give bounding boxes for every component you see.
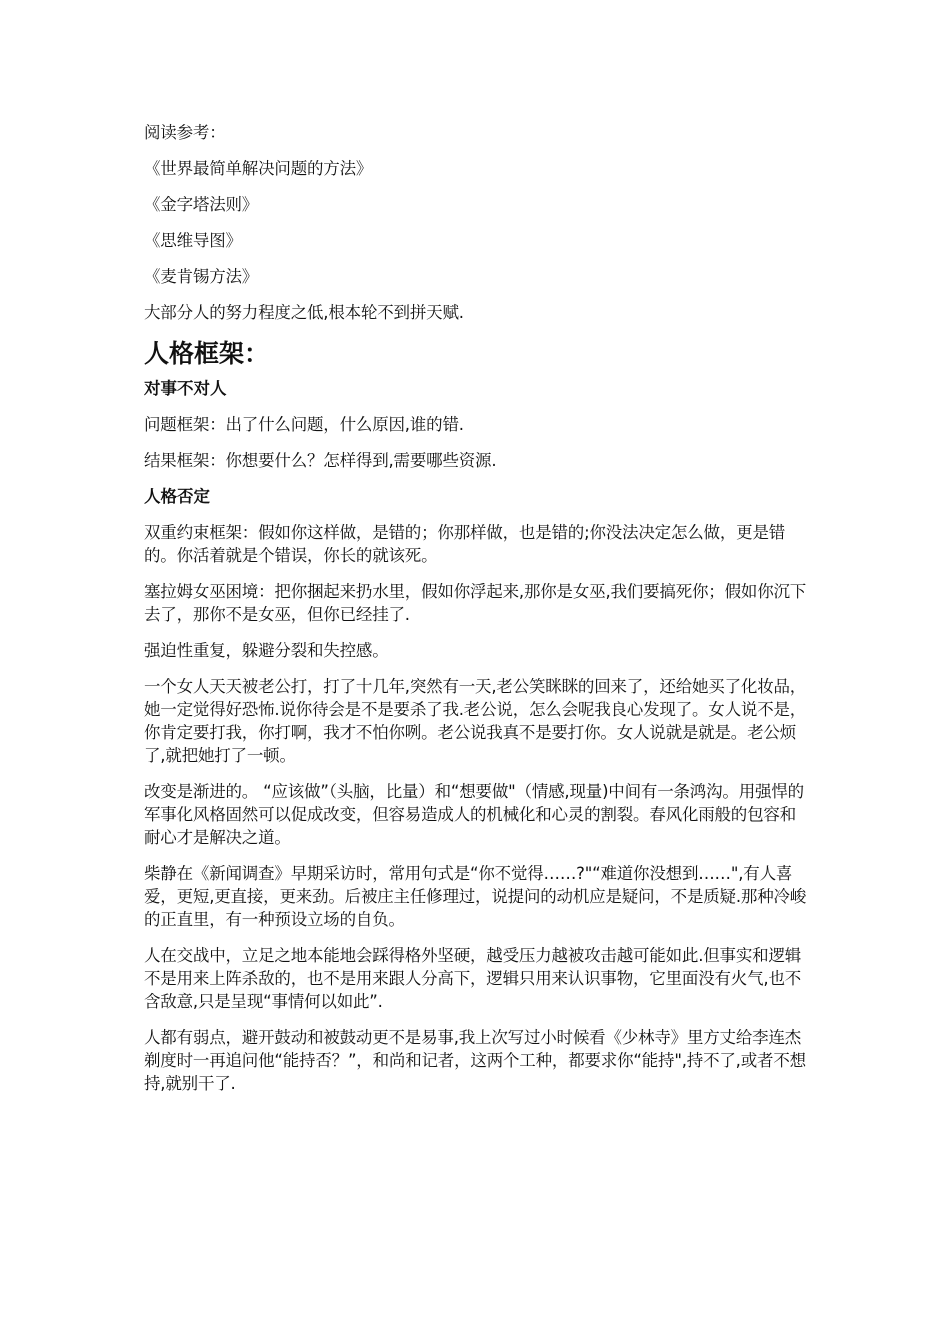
weakness-paragraph: 人都有弱点，避开鼓动和被鼓动更不是易事,我上次写过小时候看《少林寺》里方丈给李连杰剃度时一再追问他“能持否？”，和尚和记者，这两个工种，都要求你“能持",持不了,或者不想持,就别干了.	[144, 1028, 806, 1093]
combat-logic-paragraph: 人在交战中，立足之地本能地会踩得格外坚硬，越受压力越被攻击越可能如此.但事实和逻辑不是用来上阵杀敌的，也不是用来跟人分高下，逻辑只用来认识事物，它里面没有火气,也不含敌意,只是呈现“事情何以如此”.	[144, 946, 802, 1011]
result-frame-paragraph: 结果框架：你想要什么？怎样得到,需要哪些资源.	[144, 451, 497, 470]
effort-note: 大部分人的努力程度之低,根本轮不到拼天赋.	[144, 303, 464, 322]
salem-witch-paragraph: 塞拉姆女巫困境：把你捆起来扔水里，假如你浮起来,那你是女巫,我们要搞死你；假如你沉下去了，那你不是女巫，但你已经挂了.	[144, 582, 807, 624]
chai-jing-paragraph: 柴静在《新闻调查》早期采访时，常用句式是“你不觉得……?"“难道你没想到……",有人喜爱，更短,更直接，更来劲。后被庄主任修理过，说提问的动机应是疑问，不是质疑.那种冷峻的正直里，有一种预设立场的自负。	[144, 864, 807, 929]
problem-frame-paragraph: 问题框架：出了什么问题，什么原因,谁的错.	[144, 415, 464, 434]
reading-label: 阅读参考：	[144, 123, 226, 142]
book-title: 《思维导图》	[144, 231, 242, 250]
gradual-change-paragraph: 改变是渐进的。 “应该做”（头脑，比量）和“想要做"（情感,现量)中间有一条鸿沟。用强悍的军事化风格固然可以促成改变，但容易造成人的机械化和心灵的割裂。春风化雨般的包容和耐心才是解决之道。	[144, 782, 804, 847]
subheading-issue-not-person: 对事不对人	[144, 379, 227, 398]
compulsion-paragraph: 强迫性重复，躲避分裂和失控感。	[144, 641, 389, 660]
book-title: 《麦肯锡方法》	[144, 267, 259, 286]
section-title: 人格框架：	[144, 339, 270, 368]
document-page	[144, 121, 810, 1108]
book-title: 《金字塔法则》	[144, 195, 259, 214]
book-title: 《世界最简单解决问题的方法》	[144, 159, 373, 178]
woman-story-paragraph: 一个女人天天被老公打，打了十几年,突然有一天,老公笑眯眯的回来了，还给她买了化妆品，她一定觉得好恐怖.说你待会是不是要杀了我.老公说，怎么会呢我良心发现了。女人说不是，你肯定要打我，你打啊，我才不怕你咧。老公说我真不是要打你。女人说就是就是。老公烦了,就把她打了一顿。	[144, 677, 807, 765]
double-bind-paragraph: 双重约束框架：假如你这样做，是错的；你那样做，也是错的;你没法决定怎么做，更是错的。你活着就是个错误，你长的就该死。	[144, 523, 786, 565]
subheading-personality-negation: 人格否定	[144, 487, 210, 506]
